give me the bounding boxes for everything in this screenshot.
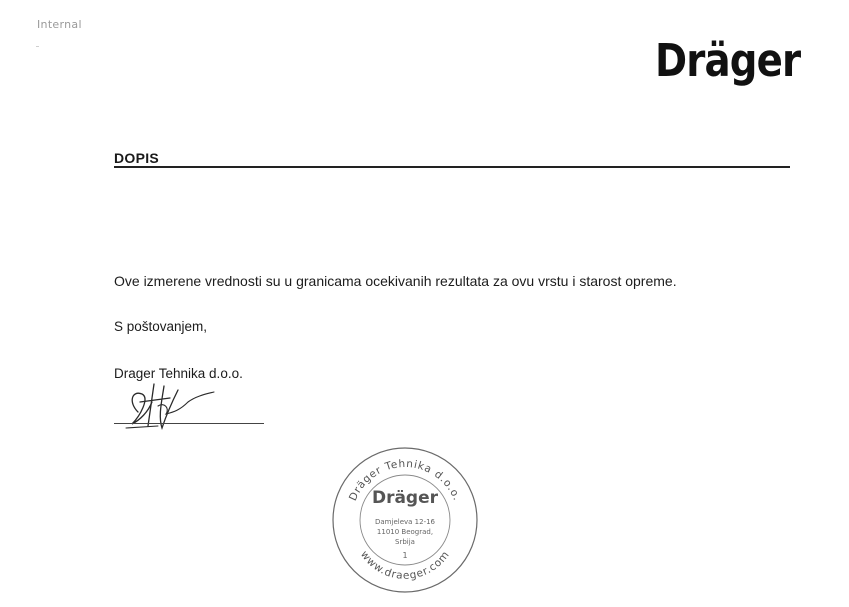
scan-speck: [36, 46, 39, 47]
stamp-address-line1: Damjeleva 12-16: [375, 518, 435, 526]
document-title: DOPIS: [114, 150, 160, 166]
title-underline: [114, 166, 790, 168]
stamp-top-text: Dräger Tehnika d.o.o.: [346, 457, 464, 503]
stamp-address-line2: 11010 Beograd,: [376, 528, 434, 536]
stamp-logo: Dräger: [371, 488, 439, 508]
signature-line: [114, 423, 264, 424]
company-name: Drager Tehnika d.o.o.: [114, 366, 243, 381]
classification-label: Internal: [37, 18, 82, 31]
draeger-logo: Dräger: [655, 34, 801, 87]
stamp-number: 1: [402, 551, 408, 560]
stamp-bottom-text: www.draeger.com: [357, 548, 453, 582]
stamp-address-line3: Srbija: [395, 538, 415, 546]
body-paragraph: Ove izmerene vrednosti su u granicama ocekivanih rezultata za ovu vrstu i starost opreme.: [114, 273, 677, 289]
company-stamp: [330, 445, 480, 595]
closing-greeting: S poštovanjem,: [114, 319, 208, 334]
